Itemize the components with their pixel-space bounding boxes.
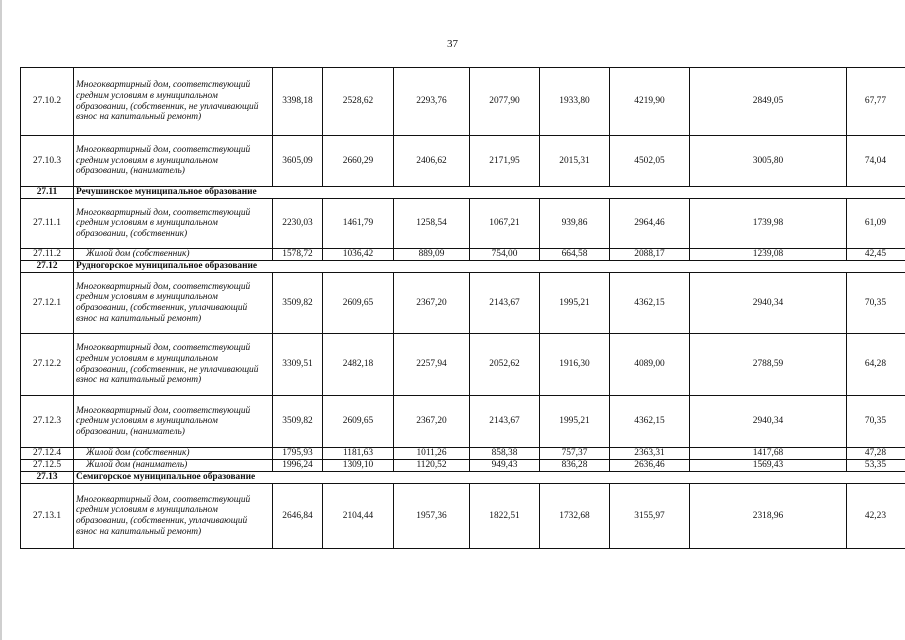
value-cell: 1933,80 (540, 68, 610, 136)
section-row (21, 187, 905, 199)
value-cell: 74,04 (847, 136, 905, 187)
value-cell: 2367,20 (394, 273, 470, 334)
value-cell: 2088,17 (610, 249, 690, 261)
section-title: Рудногорское муниципальное образование (74, 261, 905, 273)
section-title: Речушинское муниципальное образование (74, 187, 905, 199)
value-cell: 2964,46 (610, 199, 690, 249)
row-code: 27.12.2 (21, 334, 74, 396)
row-description: Многоквартирный дом, соответствующий средним условиям в муниципальном образовании, (собственник, уплачивающий взнос на капитальный ремонт) (74, 273, 273, 334)
value-cell: 42,45 (847, 249, 905, 261)
section-row (21, 261, 905, 273)
table-row (21, 396, 905, 448)
value-cell: 1309,10 (323, 460, 394, 472)
value-cell: 61,09 (847, 199, 905, 249)
row-description: Многоквартирный дом, соответствующий средним условиям в муниципальном образовании, (собственник, уплачивающий взнос на капитальный ремонт) (74, 484, 273, 549)
value-cell: 4502,05 (610, 136, 690, 187)
row-description: Многоквартирный дом, соответствующий средним условиям в муниципальном образовании, (собственник, не уплачивающий взнос на капитальный ремонт) (74, 68, 273, 136)
value-cell: 4362,15 (610, 396, 690, 448)
value-cell: 3509,82 (273, 396, 323, 448)
row-code: 27.13.1 (21, 484, 74, 549)
value-cell: 1239,08 (690, 249, 847, 261)
page-number: 37 (447, 38, 458, 50)
value-cell: 1417,68 (690, 448, 847, 460)
row-code: 27.12.3 (21, 396, 74, 448)
row-code: 27.12.1 (21, 273, 74, 334)
value-cell: 4089,00 (610, 334, 690, 396)
value-cell: 2660,29 (323, 136, 394, 187)
value-cell: 1957,36 (394, 484, 470, 549)
value-cell: 1739,98 (690, 199, 847, 249)
value-cell: 3309,51 (273, 334, 323, 396)
value-cell: 1036,42 (323, 249, 394, 261)
value-cell: 858,38 (470, 448, 540, 460)
section-row (21, 472, 905, 484)
value-cell: 1996,24 (273, 460, 323, 472)
value-cell: 4219,90 (610, 68, 690, 136)
table-row (21, 136, 905, 187)
table-row (21, 249, 905, 261)
row-code: 27.12 (21, 261, 74, 273)
value-cell: 2052,62 (470, 334, 540, 396)
value-cell: 2646,84 (273, 484, 323, 549)
value-cell: 1916,30 (540, 334, 610, 396)
value-cell: 2077,90 (470, 68, 540, 136)
value-cell: 4362,15 (610, 273, 690, 334)
value-cell: 3005,80 (690, 136, 847, 187)
row-code: 27.11 (21, 187, 74, 199)
value-cell: 1258,54 (394, 199, 470, 249)
row-code: 27.13 (21, 472, 74, 484)
row-code: 27.10.3 (21, 136, 74, 187)
value-cell: 3605,09 (273, 136, 323, 187)
table-row (21, 199, 905, 249)
value-cell: 3509,82 (273, 273, 323, 334)
value-cell: 64,28 (847, 334, 905, 396)
value-cell: 1732,68 (540, 484, 610, 549)
value-cell: 664,58 (540, 249, 610, 261)
value-cell: 2636,46 (610, 460, 690, 472)
value-cell: 2367,20 (394, 396, 470, 448)
value-cell: 1461,79 (323, 199, 394, 249)
value-cell: 2257,94 (394, 334, 470, 396)
row-code: 27.11.2 (21, 249, 74, 261)
row-description: Многоквартирный дом, соответствующий средним условиям в муниципальном образовании, (наниматель) (74, 396, 273, 448)
value-cell: 1995,21 (540, 273, 610, 334)
value-cell: 1120,52 (394, 460, 470, 472)
value-cell: 2788,59 (690, 334, 847, 396)
value-cell: 1822,51 (470, 484, 540, 549)
value-cell: 67,77 (847, 68, 905, 136)
value-cell: 2940,34 (690, 273, 847, 334)
value-cell: 2609,65 (323, 273, 394, 334)
value-cell: 1995,21 (540, 396, 610, 448)
table-row (21, 484, 905, 549)
value-cell: 2143,67 (470, 273, 540, 334)
row-description: Жилой дом (наниматель) (74, 460, 273, 472)
value-cell: 2528,62 (323, 68, 394, 136)
tariff-table (20, 67, 905, 549)
value-cell: 2406,62 (394, 136, 470, 187)
value-cell: 1569,43 (690, 460, 847, 472)
value-cell: 42,23 (847, 484, 905, 549)
value-cell: 1795,93 (273, 448, 323, 460)
table-row (21, 273, 905, 334)
table-row (21, 68, 905, 136)
row-description: Жилой дом (собственник) (74, 448, 273, 460)
value-cell: 3155,97 (610, 484, 690, 549)
table-row (21, 460, 905, 472)
row-code: 27.12.4 (21, 448, 74, 460)
value-cell: 2318,96 (690, 484, 847, 549)
value-cell: 2849,05 (690, 68, 847, 136)
value-cell: 757,37 (540, 448, 610, 460)
value-cell: 2363,31 (610, 448, 690, 460)
value-cell: 3398,18 (273, 68, 323, 136)
value-cell: 939,86 (540, 199, 610, 249)
value-cell: 949,43 (470, 460, 540, 472)
value-cell: 1181,63 (323, 448, 394, 460)
value-cell: 2015,31 (540, 136, 610, 187)
table-body (21, 68, 905, 549)
value-cell: 47,28 (847, 448, 905, 460)
row-description: Многоквартирный дом, соответствующий средним условиям в муниципальном образовании, (наниматель) (74, 136, 273, 187)
row-code: 27.10.2 (21, 68, 74, 136)
value-cell: 2940,34 (690, 396, 847, 448)
value-cell: 2482,18 (323, 334, 394, 396)
value-cell: 70,35 (847, 396, 905, 448)
value-cell: 2293,76 (394, 68, 470, 136)
row-code: 27.12.5 (21, 460, 74, 472)
scan-edge (0, 0, 2, 640)
row-code: 27.11.1 (21, 199, 74, 249)
value-cell: 1067,21 (470, 199, 540, 249)
table-row (21, 334, 905, 396)
value-cell: 2104,44 (323, 484, 394, 549)
value-cell: 754,00 (470, 249, 540, 261)
value-cell: 2230,03 (273, 199, 323, 249)
value-cell: 53,35 (847, 460, 905, 472)
row-description: Многоквартирный дом, соответствующий средним условиям в муниципальном образовании, (собственник) (74, 199, 273, 249)
table-row (21, 448, 905, 460)
row-description: Жилой дом (собственник) (74, 249, 273, 261)
section-title: Семигорское муниципальное образование (74, 472, 905, 484)
value-cell: 1011,26 (394, 448, 470, 460)
value-cell: 2143,67 (470, 396, 540, 448)
value-cell: 2171,95 (470, 136, 540, 187)
value-cell: 889,09 (394, 249, 470, 261)
value-cell: 836,28 (540, 460, 610, 472)
value-cell: 2609,65 (323, 396, 394, 448)
value-cell: 1578,72 (273, 249, 323, 261)
value-cell: 70,35 (847, 273, 905, 334)
row-description: Многоквартирный дом, соответствующий средним условиям в муниципальном образовании, (собственник, не уплачивающий взнос на капитальный ремонт) (74, 334, 273, 396)
